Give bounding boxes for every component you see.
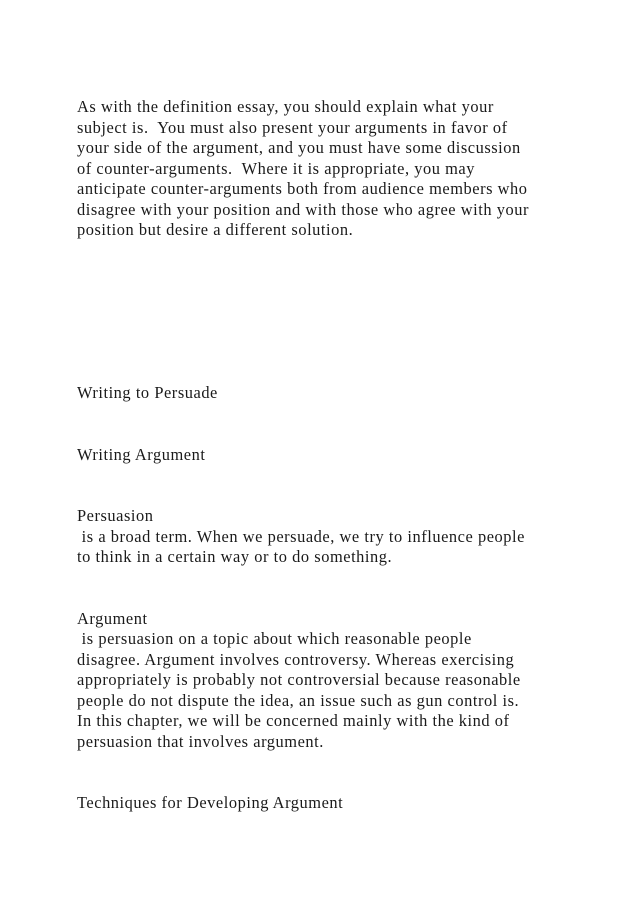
argument-term: Argument <box>77 609 148 628</box>
argument-line: is persuasion on a topic about which reasonable people <box>77 629 472 648</box>
persuasion-line: is a broad term. When we persuade, we try to influence people <box>77 527 525 546</box>
intro-line: disagree with your position and with those who agree with your <box>77 200 529 219</box>
argument-line: people do not dispute the idea, an issue such as gun control is. <box>77 691 520 710</box>
persuasion-term: Persuasion <box>77 506 154 525</box>
heading-techniques: Techniques for Developing Argument <box>77 793 344 812</box>
intro-line: position but desire a different solution. <box>77 220 354 239</box>
intro-line: of counter-arguments. Where it is appropriate, you may <box>77 159 475 178</box>
intro-line: your side of the argument, and you must have some discussion <box>77 138 521 157</box>
argument-line: appropriately is probably not controversial because reasonable <box>77 670 521 689</box>
argument-line: In this chapter, we will be concerned mainly with the kind of <box>77 711 510 730</box>
intro-line: anticipate counter-arguments both from audience members who <box>77 179 528 198</box>
persuasion-line: to think in a certain way or to do something. <box>77 547 393 566</box>
intro-line: As with the definition essay, you should explain what your <box>77 97 494 116</box>
intro-line: subject is. You must also present your arguments in favor of <box>77 118 508 137</box>
argument-line: disagree. Argument involves controversy. Whereas exercising <box>77 650 515 669</box>
heading-writing-to-persuade: Writing to Persuade <box>77 383 218 402</box>
heading-writing-argument: Writing Argument <box>77 445 206 464</box>
argument-line: persuasion that involves argument. <box>77 732 324 751</box>
